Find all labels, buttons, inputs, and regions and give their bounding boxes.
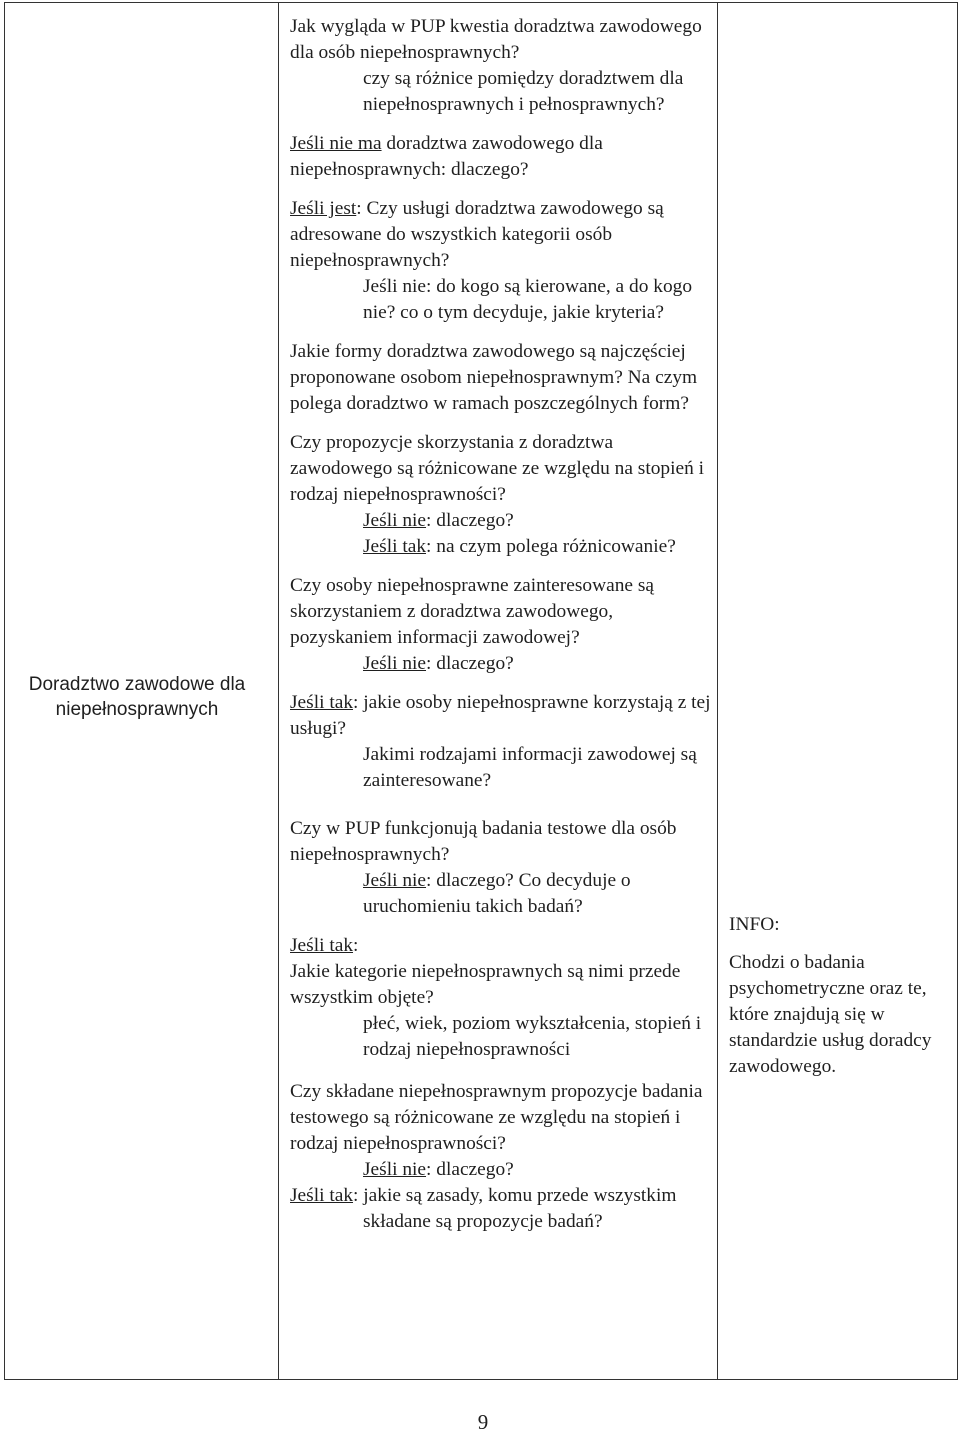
info-label: INFO: <box>729 914 780 935</box>
info-block <box>729 912 947 1080</box>
question-8-no-text: : dlaczego? Co decyduje o uruchomieniu takich badań? <box>363 870 631 917</box>
page-number: 9 <box>477 1410 489 1434</box>
question-1: Jak wygląda w PUP kwestia doradztwa zawodowego dla osób niepełnosprawnych? <box>290 16 702 63</box>
question-9-no-text: : dlaczego? <box>426 1159 514 1180</box>
question-9-no-prefix: Jeśli nie <box>363 1159 427 1180</box>
question-2 <box>290 131 720 183</box>
question-3-sub: Jeśli nie: do kogo są kierowane, a do kogo nie? co o tym decyduje, jakie kryteria? <box>363 276 693 323</box>
question-2-prefix: Jeśli nie ma <box>290 133 382 154</box>
questions-block <box>290 14 720 1235</box>
question-6: Czy osoby niepełnosprawne zainteresowane są skorzystaniem z doradztwa zawodowego, pozyskaniem informacji zawodowej? <box>290 575 654 648</box>
question-8-no-prefix: Jeśli nie <box>363 870 427 891</box>
question-5-no-prefix: Jeśli nie <box>363 510 427 531</box>
info-text: Chodzi o badania psychometryczne oraz te, które znajdują się w standardzie usług doradcy zawodowego. <box>729 952 932 1077</box>
question-9-yes <box>290 1183 720 1235</box>
question-5-no <box>290 508 720 534</box>
question-3-text: : Czy usługi doradztwa zawodowego są adresowane do wszystkich kategorii osób niepełnosprawnych? <box>290 198 664 271</box>
question-5-no-text: : dlaczego? <box>426 510 514 531</box>
question-8-sub: płeć, wiek, poziom wykształcenia, stopień i rodzaj niepełnosprawności <box>363 1013 702 1060</box>
question-7-prefix: Jeśli tak <box>290 692 354 713</box>
question-8-no <box>290 868 720 920</box>
question-7 <box>290 690 720 742</box>
question-2-text: doradztwa zawodowego dla niepełnosprawnych: dlaczego? <box>290 133 603 180</box>
question-5-yes-prefix: Jeśli tak <box>363 536 427 557</box>
question-3-prefix: Jeśli jest <box>290 198 357 219</box>
info-cell <box>717 3 957 1380</box>
question-8-yes-colon: : <box>353 935 359 956</box>
question-8-yes-prefix: Jeśli tak <box>290 935 354 956</box>
question-8: Czy w PUP funkcjonują badania testowe dla osób niepełnosprawnych? <box>290 818 677 865</box>
question-9: Czy składane niepełnosprawnym propozycje badania testowego są różnicowane ze względu na stopień i rodzaj niepełnosprawności? <box>290 1081 703 1154</box>
question-9-no <box>290 1157 720 1183</box>
question-8-yes: Jakie kategorie niepełnosprawnych są nimi przede wszystkim objęte? <box>290 961 681 1008</box>
question-5-yes <box>290 534 720 560</box>
question-6-no-text: : dlaczego? <box>426 653 514 674</box>
question-6-no-prefix: Jeśli nie <box>363 653 427 674</box>
question-7-text: : jakie osoby niepełnosprawne korzystają z tej usługi? <box>290 692 711 739</box>
question-6-no <box>290 651 720 677</box>
question-5-yes-text: : na czym polega różnicowanie? <box>426 536 676 557</box>
question-1-sub: czy są różnice pomiędzy doradztwem dla niepełnosprawnych i pełnosprawnych? <box>363 68 684 115</box>
question-9-yes-text: : jakie są zasady, komu przede wszystkim składane są propozycje badań? <box>353 1185 677 1232</box>
question-9-yes-prefix: Jeśli tak <box>290 1185 354 1206</box>
question-4: Jakie formy doradztwa zawodowego są najczęściej proponowane osobom niepełnosprawnym? Na czym polega doradztwo w ramach poszczególnych form? <box>290 341 698 414</box>
question-3 <box>290 196 720 274</box>
question-7-sub: Jakimi rodzajami informacji zawodowej są zainteresowane? <box>363 744 697 791</box>
question-8-yes-label <box>290 933 720 959</box>
topic-label: Doradztwo zawodowe dla niepełnosprawnych <box>28 674 246 720</box>
question-5: Czy propozycje skorzystania z doradztwa zawodowego są różnicowane ze względu na stopień i rodzaj niepełnosprawności? <box>290 432 705 505</box>
